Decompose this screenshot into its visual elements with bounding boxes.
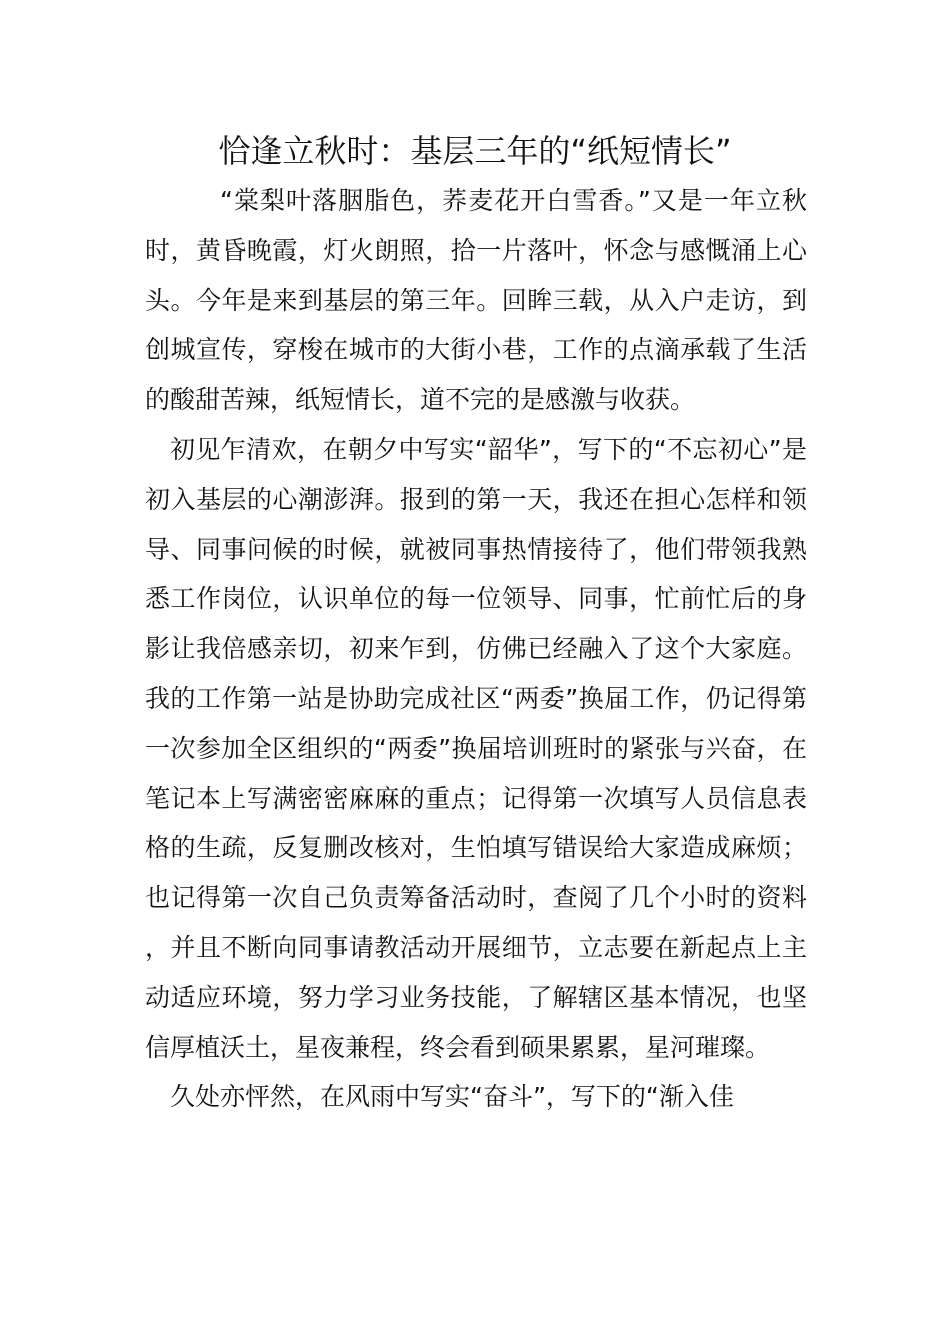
document-body xyxy=(145,176,807,1122)
paragraph-1: “棠梨叶落胭脂色，荞麦花开白雪香。”又是一年立秋时，黄昏晚霞，灯火朗照，拾一片落叶，怀念与感慨涌上心头。今年是来到基层的第三年。回眸三载，从入户走访，到创城宣传，穿梭在城市的大街小巷，工作的点滴承载了生活的酸甜苦辣，纸短情长，道不完的是感激与收获。 xyxy=(145,186,807,415)
paragraph-2: 初见乍清欢，在朝夕中写实“韶华”，写下的“不忘初心”是初入基层的心潮澎湃。报到的第一天，我还在担心怎样和领导、同事问候的时候，就被同事热情接待了，他们带领我熟悉工作岗位，认识单位的每一位领导、同事，忙前忙后的身影让我倍感亲切，初来乍到，仿佛已经融入了这个大家庭。我的工作第一站是协助完成社区“两委”换届工作，仍记得第一次参加全区组织的“两委”换届培训班时的紧张与兴奋，在笔记本上写满密密麻麻的重点；记得第一次填写人员信息表格的生疏，反复删改核对，生怕填写错误给大家造成麻烦；也记得第一次自己负责筹备活动时，查阅了几个小时的资料，并且不断向同事请教活动开展细节，立志要在新起点上主动适应环境，努力学习业务技能，了解辖区基本情况，也坚信厚植沃土，星夜兼程，终会看到硕果累累，星河璀璨。 xyxy=(145,434,807,1062)
document-title: 恰逢立秋时：基层三年的“纸短情长” xyxy=(218,132,732,170)
paragraph-3: 久处亦怦然，在风雨中写实“奋斗”，写下的“渐入佳 xyxy=(170,1082,734,1112)
